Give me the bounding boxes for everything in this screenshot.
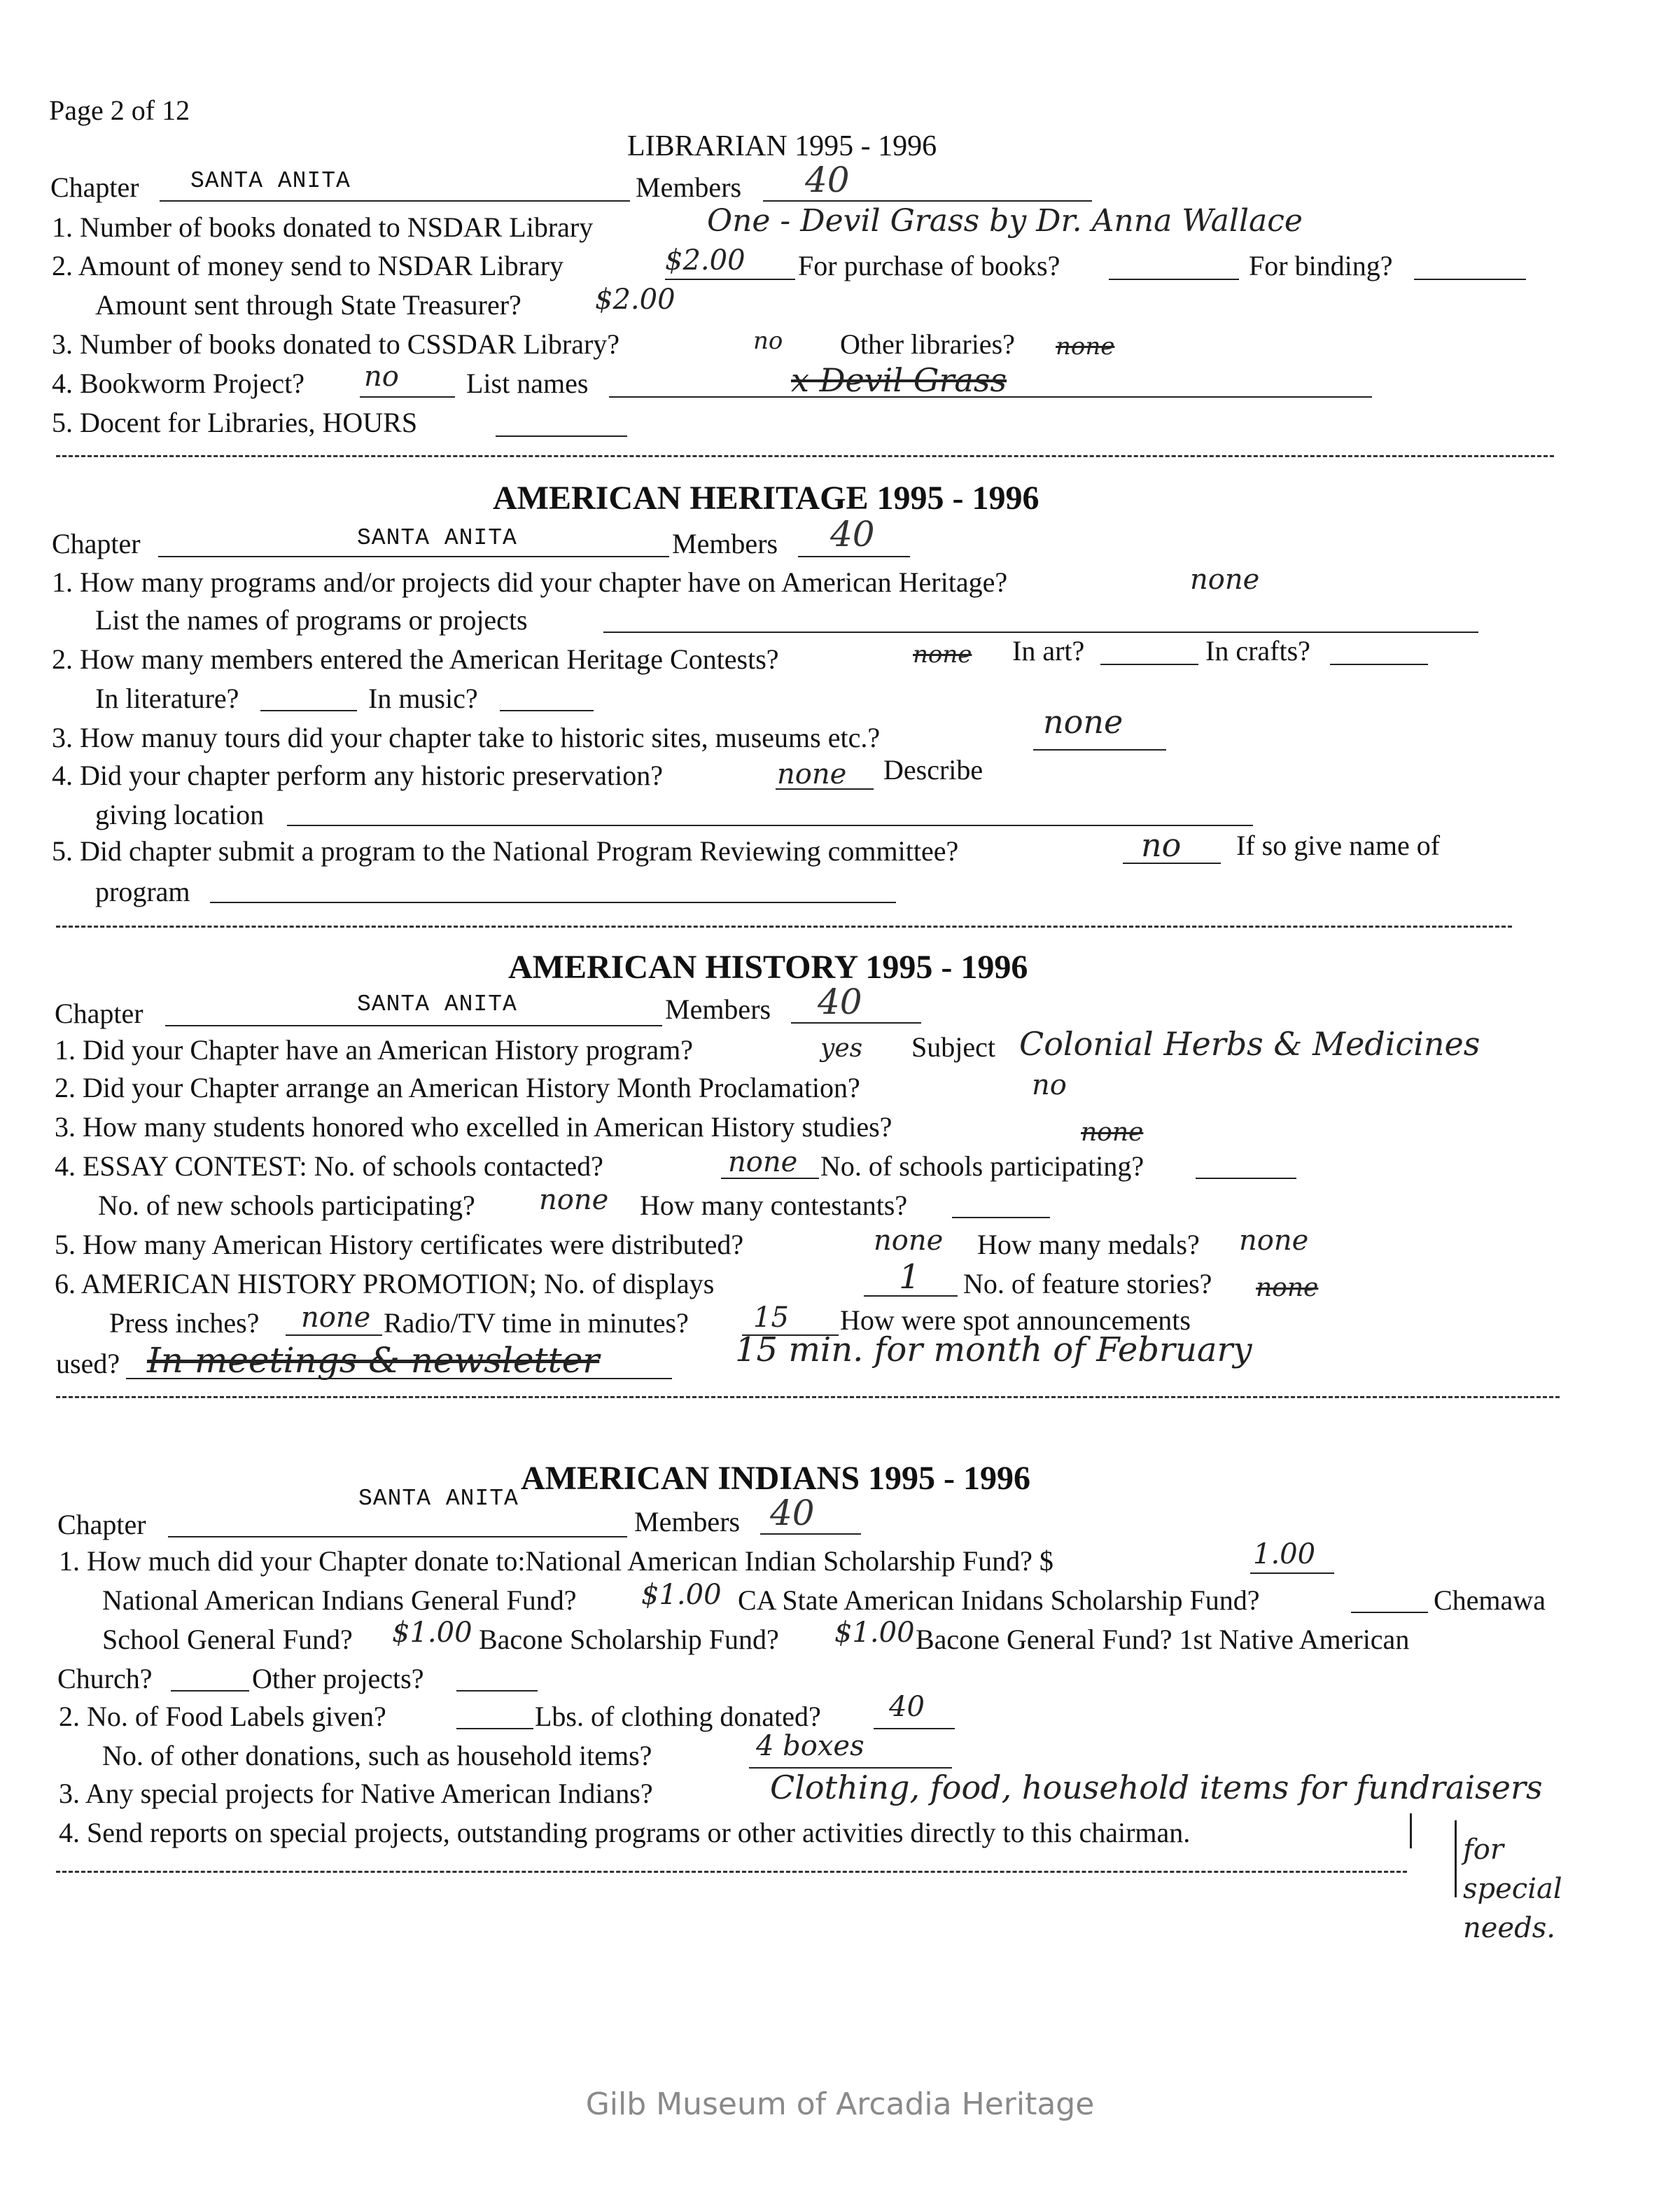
chapter-label: Chapter bbox=[55, 998, 144, 1029]
her-q2: 2. How many members entered the American Heritage Contests? bbox=[52, 643, 779, 675]
lib-q4b-answer[interactable]: x Devil Grass bbox=[791, 361, 1007, 399]
chapter-name-field[interactable]: SANTA ANITA bbox=[358, 1486, 519, 1512]
her-q4: 4. Did your chapter perform any historic preservation? bbox=[52, 760, 664, 791]
lib-q2: 2. Amount of money send to NSDAR Library bbox=[52, 250, 564, 281]
ind-q1h: Church? bbox=[57, 1663, 153, 1694]
lib-q4-answer[interactable]: no bbox=[364, 361, 399, 393]
hist-q2: 2. Did your Chapter arrange an American History Month Proclamation? bbox=[55, 1072, 860, 1103]
chapter-label: Chapter bbox=[52, 528, 141, 559]
hist-q3-answer[interactable]: none bbox=[1081, 1118, 1144, 1147]
hist-q6f-answer[interactable]: In meetings & newsletter bbox=[147, 1340, 600, 1381]
lib-q3b-answer[interactable]: none bbox=[1056, 333, 1115, 361]
lib-q1-answer[interactable]: One - Devil Grass by Dr. Anna Wallace bbox=[707, 203, 1303, 239]
ind-q2c-answer[interactable]: 4 boxes bbox=[756, 1730, 864, 1762]
lib-q3b: Other libraries? bbox=[840, 328, 1015, 360]
ind-q2c: No. of other donations, such as household items? bbox=[102, 1740, 652, 1771]
ind-q1-answer[interactable]: 1.00 bbox=[1253, 1538, 1316, 1570]
hist-q6f: used? bbox=[56, 1348, 120, 1379]
ind-q1g: Bacone General Fund? 1st Native American bbox=[916, 1624, 1410, 1655]
her-q1-answer[interactable]: none bbox=[1190, 564, 1260, 596]
hist-q5: 5. How many American History certificates were distributed? bbox=[55, 1229, 744, 1260]
hist-q4b: No. of schools participating? bbox=[820, 1150, 1144, 1182]
hist-q6d: Radio/TV time in minutes? bbox=[384, 1307, 689, 1339]
divider bbox=[56, 1871, 1407, 1873]
members-count-field[interactable]: 40 bbox=[818, 982, 862, 1022]
lib-q2b: For purchase of books? bbox=[798, 250, 1060, 281]
heritage-title: AMERICAN HERITAGE 1995 - 1996 bbox=[493, 480, 1040, 517]
members-label: Members bbox=[665, 993, 771, 1025]
her-q4-answer[interactable]: none bbox=[777, 758, 847, 790]
hist-q1b-answer[interactable]: Colonial Herbs & Medicines bbox=[1019, 1025, 1480, 1063]
hist-q4d: How many contestants? bbox=[640, 1190, 908, 1221]
lib-q3: 3. Number of books donated to CSSDAR Library? bbox=[52, 328, 620, 360]
chapter-label: Chapter bbox=[50, 172, 139, 203]
her-q3: 3. How manuy tours did your chapter take to historic sites, museums etc.? bbox=[52, 722, 881, 753]
chapter-name-field[interactable]: SANTA ANITA bbox=[190, 168, 351, 194]
hist-q4c: No. of new schools participating? bbox=[98, 1190, 475, 1221]
her-q5c: program bbox=[95, 876, 190, 907]
hist-q1b: Subject bbox=[911, 1031, 995, 1063]
hist-q5-answer[interactable]: none bbox=[874, 1225, 944, 1257]
lib-q4: 4. Bookworm Project? bbox=[52, 368, 305, 399]
hist-q6-answer[interactable]: 1 bbox=[899, 1257, 920, 1297]
ind-q4-answer[interactable]: for special needs. bbox=[1463, 1834, 1562, 1944]
hist-q5b: How many medals? bbox=[977, 1229, 1200, 1260]
hist-q4c-answer[interactable]: none bbox=[539, 1184, 609, 1216]
her-q2d: In literature? bbox=[95, 683, 239, 714]
hist-q6: 6. AMERICAN HISTORY PROMOTION; No. of displays bbox=[55, 1268, 715, 1299]
chapter-name-field[interactable]: SANTA ANITA bbox=[357, 991, 517, 1017]
hist-q4: 4. ESSAY CONTEST: No. of schools contacted? bbox=[55, 1150, 603, 1182]
ind-q2: 2. No. of Food Labels given? bbox=[59, 1701, 386, 1732]
her-q2b: In art? bbox=[1012, 635, 1085, 667]
lib-q3-answer[interactable]: no bbox=[753, 327, 783, 355]
hist-q6f-answer-2[interactable]: 15 min. for month of February bbox=[735, 1330, 1252, 1369]
lib-q5: 5. Docent for Libraries, HOURS bbox=[52, 407, 418, 438]
footer-watermark: Gilb Museum of Arcadia Heritage bbox=[585, 2086, 1095, 2122]
ind-q3: 3. Any special projects for Native American Indians? bbox=[59, 1778, 653, 1809]
ind-q1b: National American Indians General Fund? bbox=[102, 1584, 577, 1616]
her-q1b: List the names of programs or projects bbox=[95, 604, 528, 636]
ind-q1d: Chemawa bbox=[1434, 1584, 1546, 1616]
ind-q1i: Other projects? bbox=[252, 1663, 424, 1694]
members-label: Members bbox=[672, 528, 778, 559]
her-q2c: In crafts? bbox=[1205, 635, 1310, 667]
ind-q1f: Bacone Scholarship Fund? bbox=[479, 1624, 779, 1655]
lib-q1: 1. Number of books donated to NSDAR Library bbox=[52, 211, 594, 243]
hist-q3: 3. How many students honored who excelled in American History studies? bbox=[55, 1111, 892, 1143]
ind-q2b-answer[interactable]: 40 bbox=[889, 1691, 925, 1723]
ind-q1: 1. How much did your Chapter donate to:National American Indian Scholarship Fund? $ bbox=[59, 1545, 1054, 1577]
hist-q6c: Press inches? bbox=[109, 1307, 260, 1339]
hist-q2-answer[interactable]: no bbox=[1032, 1069, 1067, 1101]
lib-q2-answer[interactable]: $2.00 bbox=[665, 244, 746, 277]
hist-q5b-answer[interactable]: none bbox=[1239, 1225, 1309, 1257]
hist-q6b-answer[interactable]: none bbox=[1256, 1274, 1319, 1302]
divider bbox=[56, 926, 1512, 928]
lib-q2c: For binding? bbox=[1249, 250, 1393, 281]
ind-q4: 4. Send reports on special projects, outstanding programs or other activities directly to this chairman. bbox=[59, 1817, 1191, 1848]
chapter-label: Chapter bbox=[57, 1509, 146, 1540]
librarian-title: LIBRARIAN 1995 - 1996 bbox=[627, 130, 937, 162]
her-q5: 5. Did chapter submit a program to the National Program Reviewing committee? bbox=[52, 835, 959, 867]
divider bbox=[56, 455, 1554, 457]
lib-q2d-answer[interactable]: $2.00 bbox=[595, 284, 676, 316]
her-q5b: If so give name of bbox=[1236, 830, 1441, 861]
members-label: Members bbox=[634, 1506, 741, 1537]
her-q1: 1. How many programs and/or projects did your chapter have on American Heritage? bbox=[52, 566, 1008, 598]
her-q4c: giving location bbox=[95, 799, 265, 830]
hist-q6b: No. of feature stories? bbox=[963, 1268, 1212, 1299]
hist-q6c-answer[interactable]: none bbox=[301, 1302, 371, 1334]
hist-q1: 1. Did your Chapter have an American History program? bbox=[55, 1034, 693, 1066]
ind-q1b-answer[interactable]: $1.00 bbox=[641, 1579, 722, 1611]
indians-title: AMERICAN INDIANS 1995 - 1996 bbox=[521, 1460, 1031, 1497]
chapter-name-field[interactable]: SANTA ANITA bbox=[357, 525, 517, 551]
ind-q1e-answer[interactable]: $1.00 bbox=[392, 1617, 472, 1649]
lib-q2d: Amount sent through State Treasurer? bbox=[95, 289, 522, 321]
her-q2e: In music? bbox=[368, 683, 478, 714]
members-count-field[interactable]: 40 bbox=[770, 1493, 815, 1533]
divider bbox=[56, 1396, 1560, 1398]
members-label: Members bbox=[636, 172, 742, 203]
her-q2-answer[interactable]: none bbox=[913, 641, 972, 669]
her-q5-answer[interactable]: no bbox=[1141, 826, 1182, 864]
ind-q1e: School General Fund? bbox=[102, 1624, 353, 1655]
her-q3-answer[interactable]: none bbox=[1043, 703, 1124, 741]
history-title: AMERICAN HISTORY 1995 - 1996 bbox=[508, 949, 1028, 986]
hist-q1-answer[interactable]: yes bbox=[820, 1034, 863, 1063]
ind-q1c: CA State American Inidans Scholarship Fund? bbox=[738, 1584, 1260, 1616]
lib-q4b: List names bbox=[466, 368, 589, 399]
her-q4b: Describe bbox=[883, 754, 983, 786]
hist-q6d-answer[interactable]: 15 bbox=[753, 1302, 789, 1334]
ind-q2b: Lbs. of clothing donated? bbox=[535, 1701, 821, 1732]
members-count-field[interactable]: 40 bbox=[805, 160, 850, 200]
hist-q6e: How were spot announcements bbox=[840, 1304, 1191, 1336]
hist-q4-answer[interactable]: none bbox=[728, 1146, 798, 1178]
ind-q3-answer[interactable]: Clothing, food, household items for fundraisers bbox=[770, 1769, 1543, 1806]
ind-q1f-answer[interactable]: $1.00 bbox=[834, 1617, 915, 1649]
members-count-field[interactable]: 40 bbox=[830, 514, 875, 555]
page-label: Page 2 of 12 bbox=[49, 95, 190, 126]
